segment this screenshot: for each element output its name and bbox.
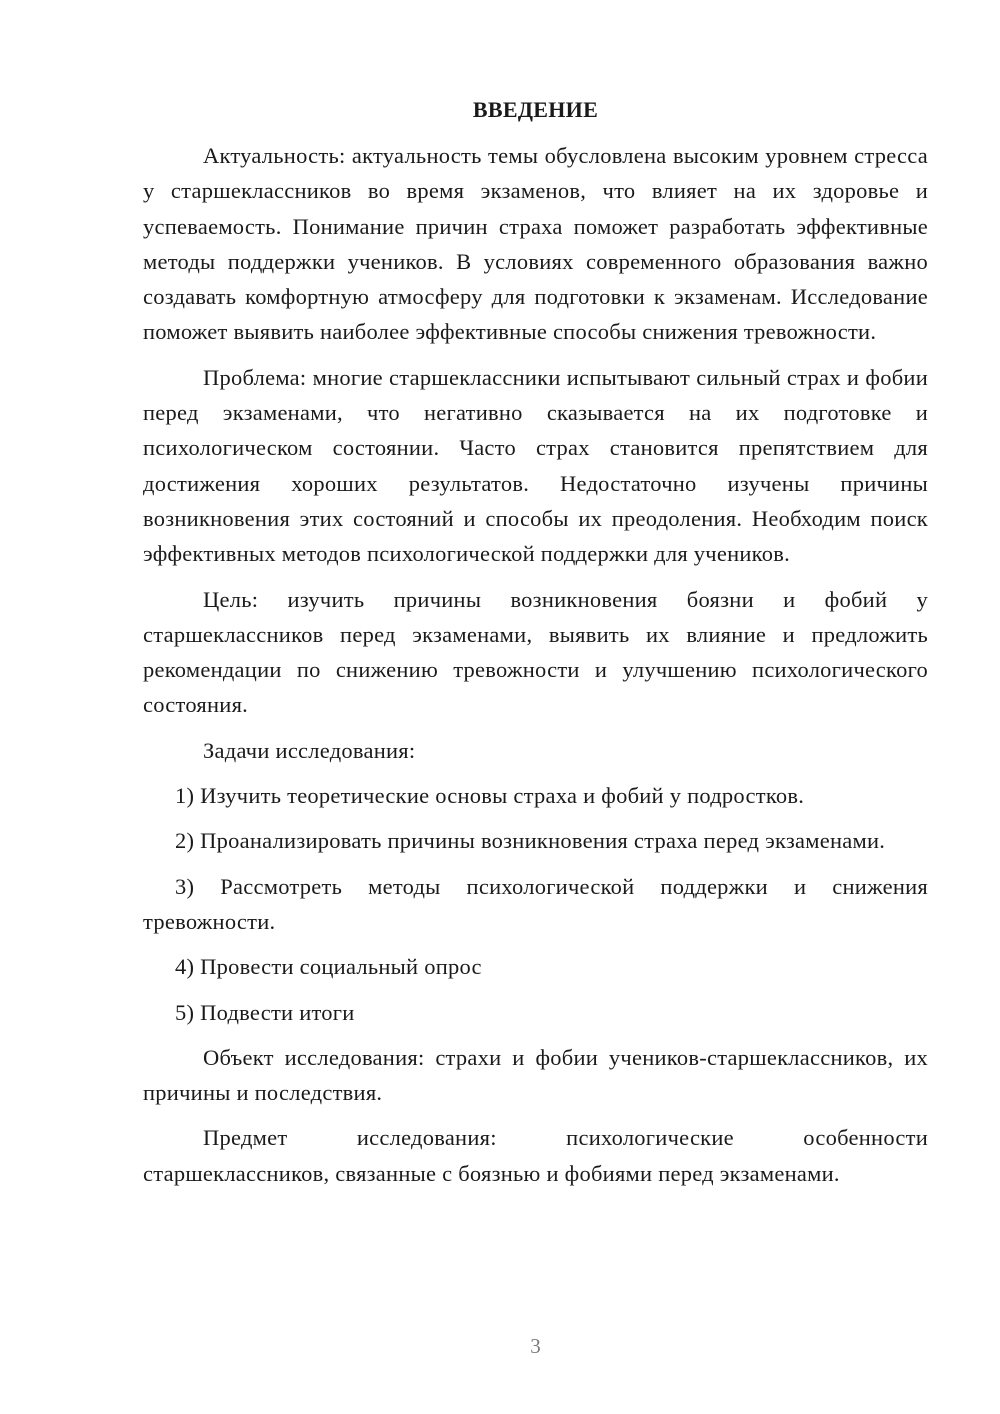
page-number: 3 [530, 1334, 541, 1358]
problem-paragraph: Проблема: многие старшеклассники испытывают сильный страх и фобии перед экзаменами, что негативно сказывается на их подготовке и психологическом состоянии. Часто страх становится препятствием для достижения хороших результатов. Недостаточно изучены причины возникновения этих состояний и способы их преодоления. Необходим поиск эффективных методов психологической поддержки для учеников. [143, 364, 928, 567]
task-item-4: 4) Провести социальный опрос [175, 954, 482, 980]
task-item-5: 5) Подвести итоги [175, 999, 355, 1025]
section-heading: ВВЕДЕНИЕ [472, 97, 599, 122]
page-body [143, 92, 928, 1201]
task-item-3: 3) Рассмотреть методы психологической поддержки и снижения тревожности. [143, 873, 928, 934]
tasks-heading: Задачи исследования: [203, 737, 416, 763]
task-item-1: 1) Изучить теоретические основы страха и фобий у подростков. [175, 783, 805, 809]
object-paragraph: Объект исследования: страхи и фобии учеников-старшеклассников, их причины и последствия. [143, 1044, 928, 1106]
goal-paragraph: Цель: изучить причины возникновения боязни и фобий у старшеклассников перед экзаменами, выявить их влияние и предложить рекомендации по снижению тревожности и улучшению психологического состояния. [143, 586, 928, 718]
task-item-2: 2) Проанализировать причины возникновения страха перед экзаменами. [175, 828, 886, 854]
relevance-paragraph: Актуальность: актуальность темы обусловлена высоким уровнем стресса у старшеклассников во время экзаменов, что влияет на их здоровье и успеваемость. Понимание причин страха поможет разработать эффективные методы поддержки учеников. В условиях современного образования важно создавать комфортную атмосферу для подготовки к экзаменам. Исследование поможет выявить наиболее эффективные способы снижения тревожности. [143, 143, 928, 345]
subject-paragraph: Предмет исследования: психологические особенности старшеклассников, связанные с боязнью и фобиями перед экзаменами. [143, 1125, 928, 1186]
